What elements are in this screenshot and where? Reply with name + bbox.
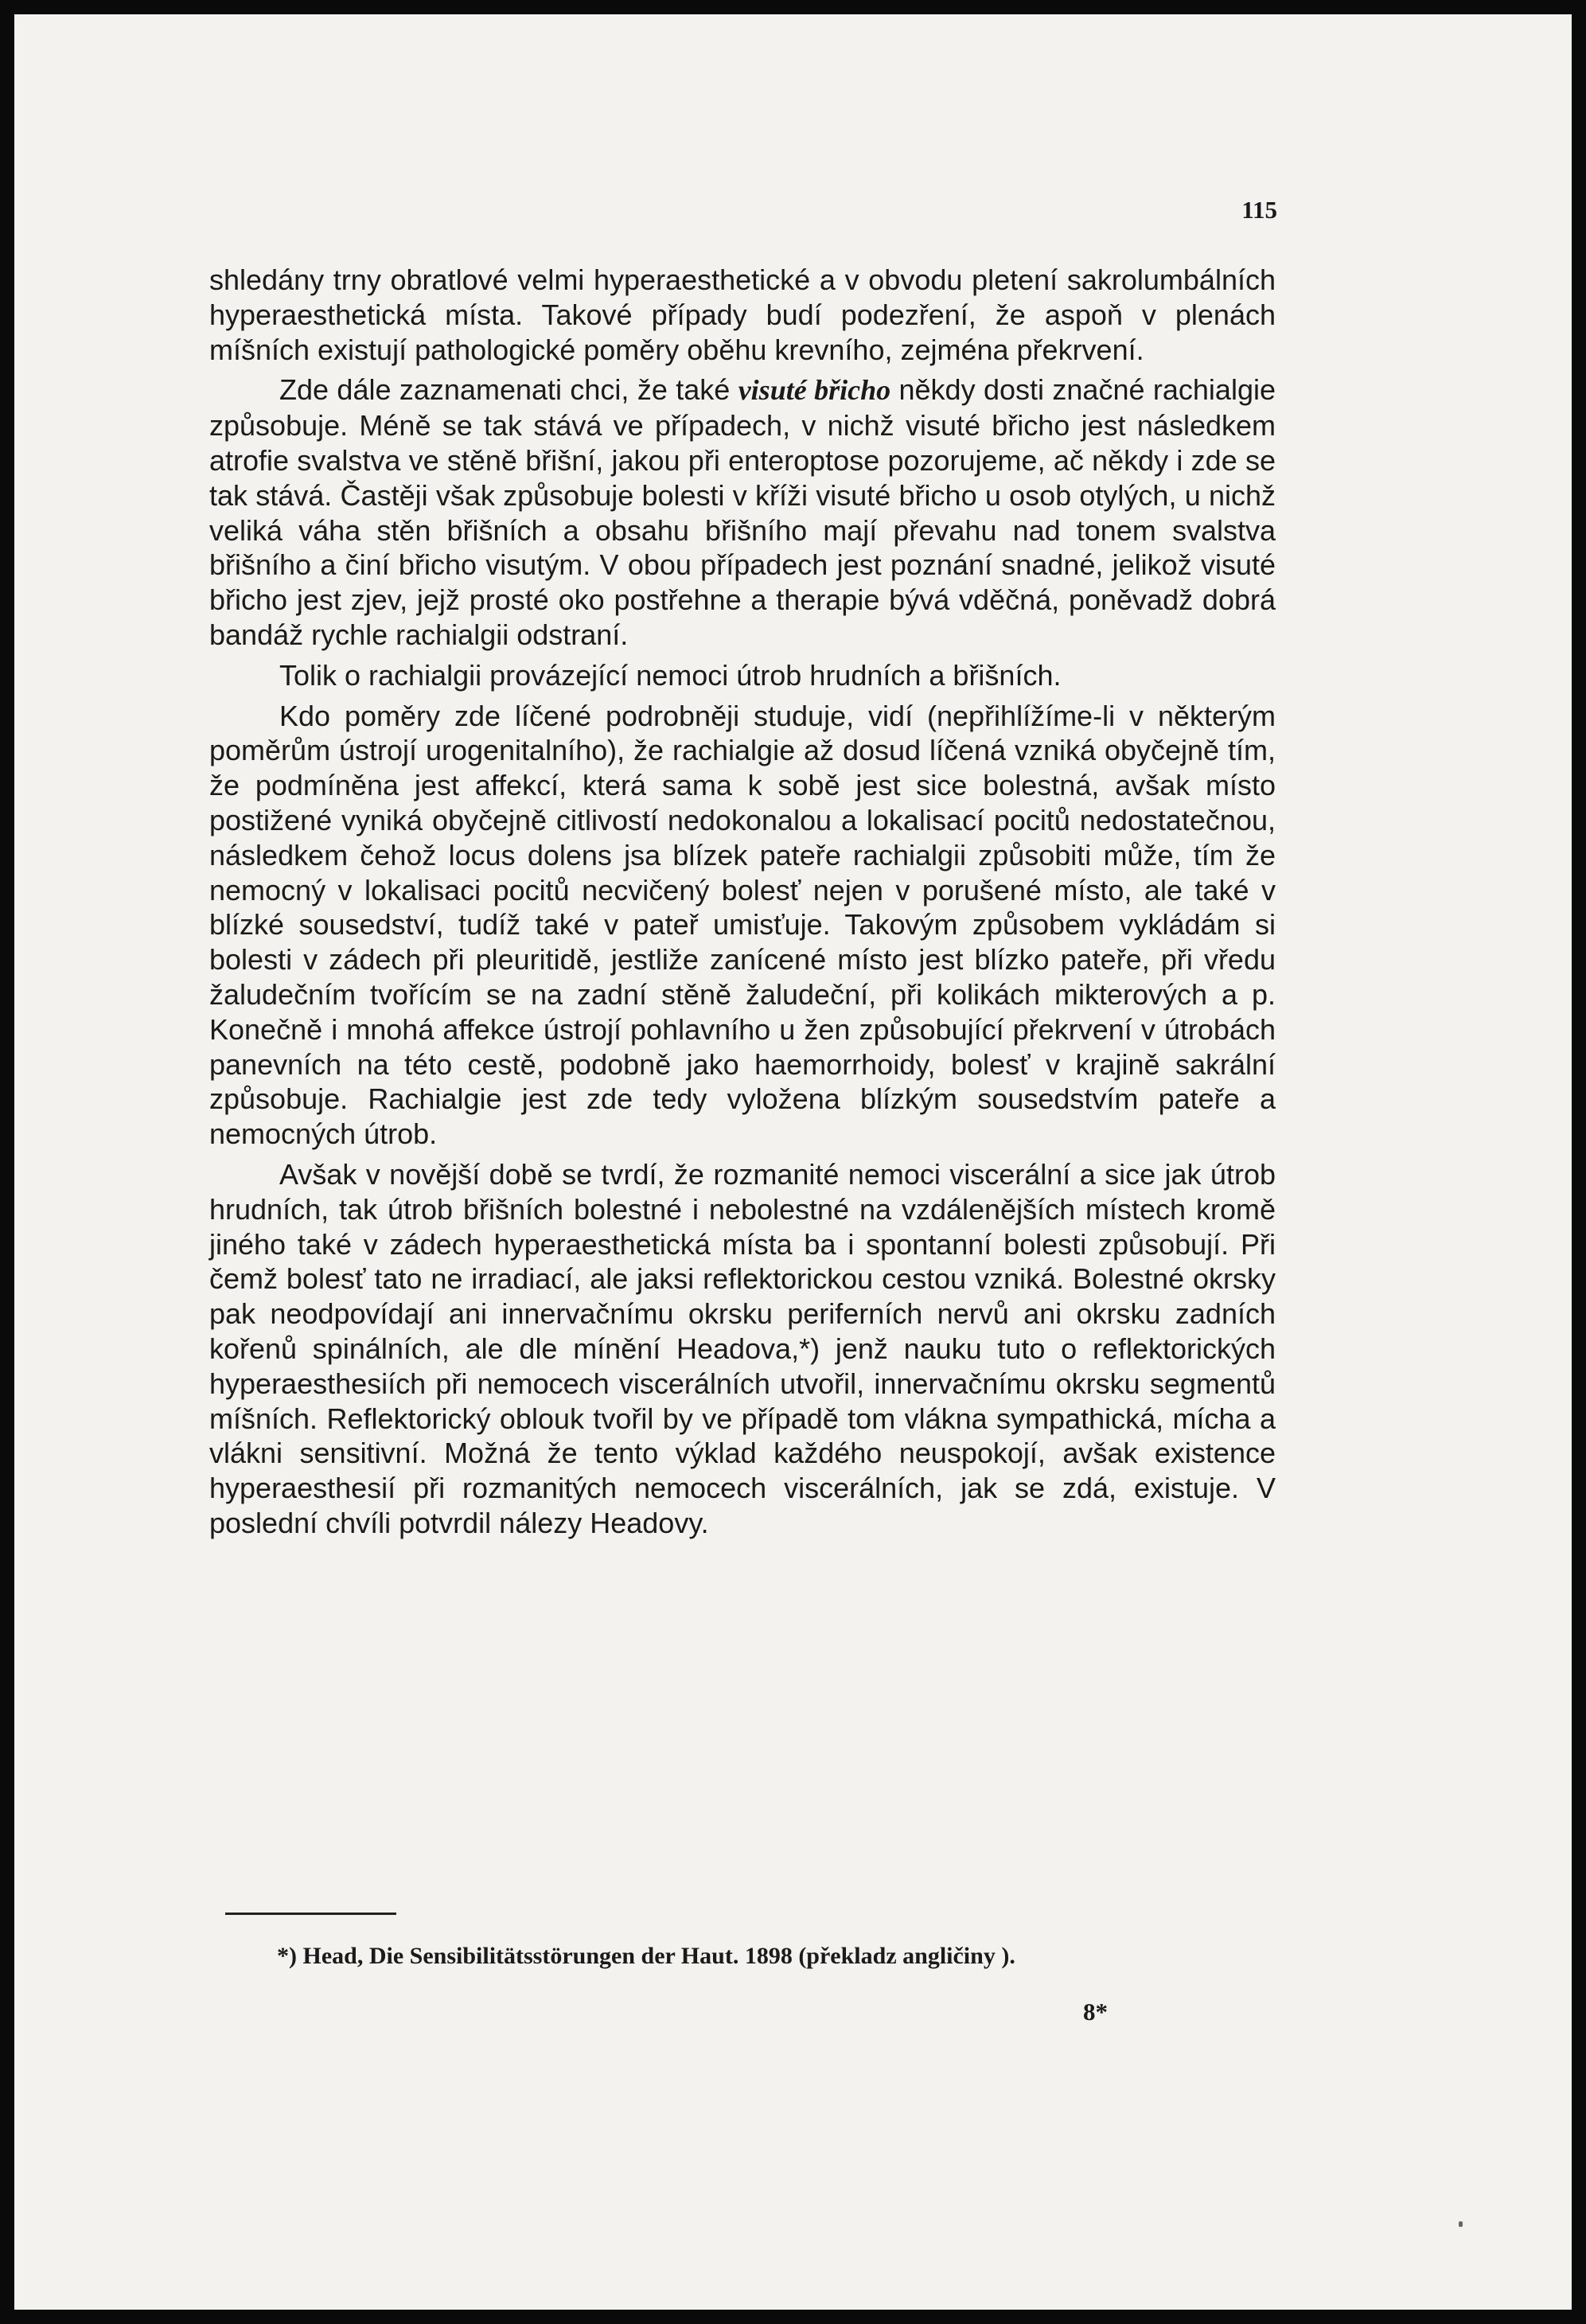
- paragraph: [209, 263, 1276, 367]
- scan-speck: [1459, 2221, 1463, 2227]
- emphasized-term: visuté břicho: [738, 374, 891, 407]
- paragraph: [209, 372, 1276, 652]
- page-number: 115: [1241, 196, 1277, 224]
- text-run: Zde dále zaznamenati chci, že také: [279, 373, 738, 407]
- paragraph: [209, 658, 1276, 693]
- book-page: [14, 14, 1572, 2310]
- text-run: někdy dosti značné rachialgie způsobuje. Méně se tak stává ve případech, v nichž visuté břicho jest následkem atrofie svalstva ve stěně břišní, jakou při enteroptose pozorujeme, ač někdy i zde se tak stává. Častěji však způsobuje bolesti v kříži visuté břicho u osob otylých, u nichž veliká váha stěn břišních a obsahu břišního mají převahu nad tonem svalstva břišního a činí břicho visutým. V obou případech jest poznání snadné, jelikož visuté břicho jest zjev, jejž prosté oko postřehne a therapie bývá vděčná, poněvadž dobrá bandáž rychle rachialgii odstraní.: [209, 373, 1276, 651]
- printer-signature-mark: 8*: [1083, 1998, 1108, 2026]
- footnote-rule: [225, 1913, 396, 1915]
- text-run: Kdo poměry zde líčené podrobněji studuje, vidí (nepřihlížíme-li v některým poměrům ústrojí urogenitalního), že rachialgie až dosud líčená vzniká obyčejně tím, že podmíněna jest affekcí, která sama k sobě jest sice bolestná, avšak místo postižené vyniká obyčejně citlivostí nedokonalou a lokalisací pocitů nedostatečnou, následkem čehož locus dolens jsa blízek pateře rachialgii způsobiti může, tím že nemocný v lokalisaci pocitů necvičený bolesť nejen v porušené místo, ale také v blízké sousedství, tudíž také v pateř umisťuje. Takovým způsobem vykládám si bolesti v zádech při pleuritidě, jestliže zanícené místo jest blízko pateře, při vředu žaludečním tvořícím se na zadní stěně žaludeční, při kolikách mikterových a p. Konečně i mnohá affekce ústrojí pohlavního u žen způsobující překrvení v útrobách panevních na této cestě, podobně jako haemorrhoidy, bolesť v krajině sakrální způsobuje. Rachialgie jest zde tedy vyložena blízkým sousedstvím pateře a nemocných útrob.: [209, 699, 1276, 1151]
- text-run: Avšak v novější době se tvrdí, že rozmanité nemoci viscerální a sice jak útrob hrudních, tak útrob břišních bolestné i nebolestné na vzdálenějších místech kromě jiného také v zádech hyperaesthetická místa ba i spontanní bolesti způsobují. Při čemž bolesť tato ne irradiací, ale jaksi reflektorickou cestou vzniká. Bolestné okrsky pak neodpovídají ani innervačnímu okrsku periferních nervů ani okrsku zadních kořenů spinálních, ale dle mínění Headova,*) jenž nauku tuto o reflektorických hyperaesthesiích při nemocech viscerálních utvořil, innervačnímu okrsku segmentů míšních. Reflektorický oblouk tvořil by ve případě tom vlákna sympathická, mícha a vlákni sensitivní. Možná že tento výklad každého neuspokojí, avšak existence hyperaesthesií při rozmanitých nemocech viscerálních, jak se zdá, existuje. V poslední chvíli potvrdil nálezy Headovy.: [209, 1157, 1276, 1539]
- footnote: *) Head, Die Sensibilitätsstörungen der Haut. 1898 (překladz angličiny ).: [277, 1943, 1015, 1969]
- paragraph: [209, 699, 1276, 1152]
- body-text: [209, 263, 1276, 1546]
- text-run: Tolik o rachialgii provázející nemoci útrob hrudních a břišních.: [279, 658, 1062, 692]
- paragraph: [209, 1157, 1276, 1541]
- text-run: shledány trny obratlové velmi hyperaesthetické a v obvodu pletení sakrolumbálních hyperaesthetická místa. Takové případy budí podezření, že aspoň v plenách míšních existují pathologické poměry oběhu krevního, zejména překrvení.: [209, 263, 1276, 366]
